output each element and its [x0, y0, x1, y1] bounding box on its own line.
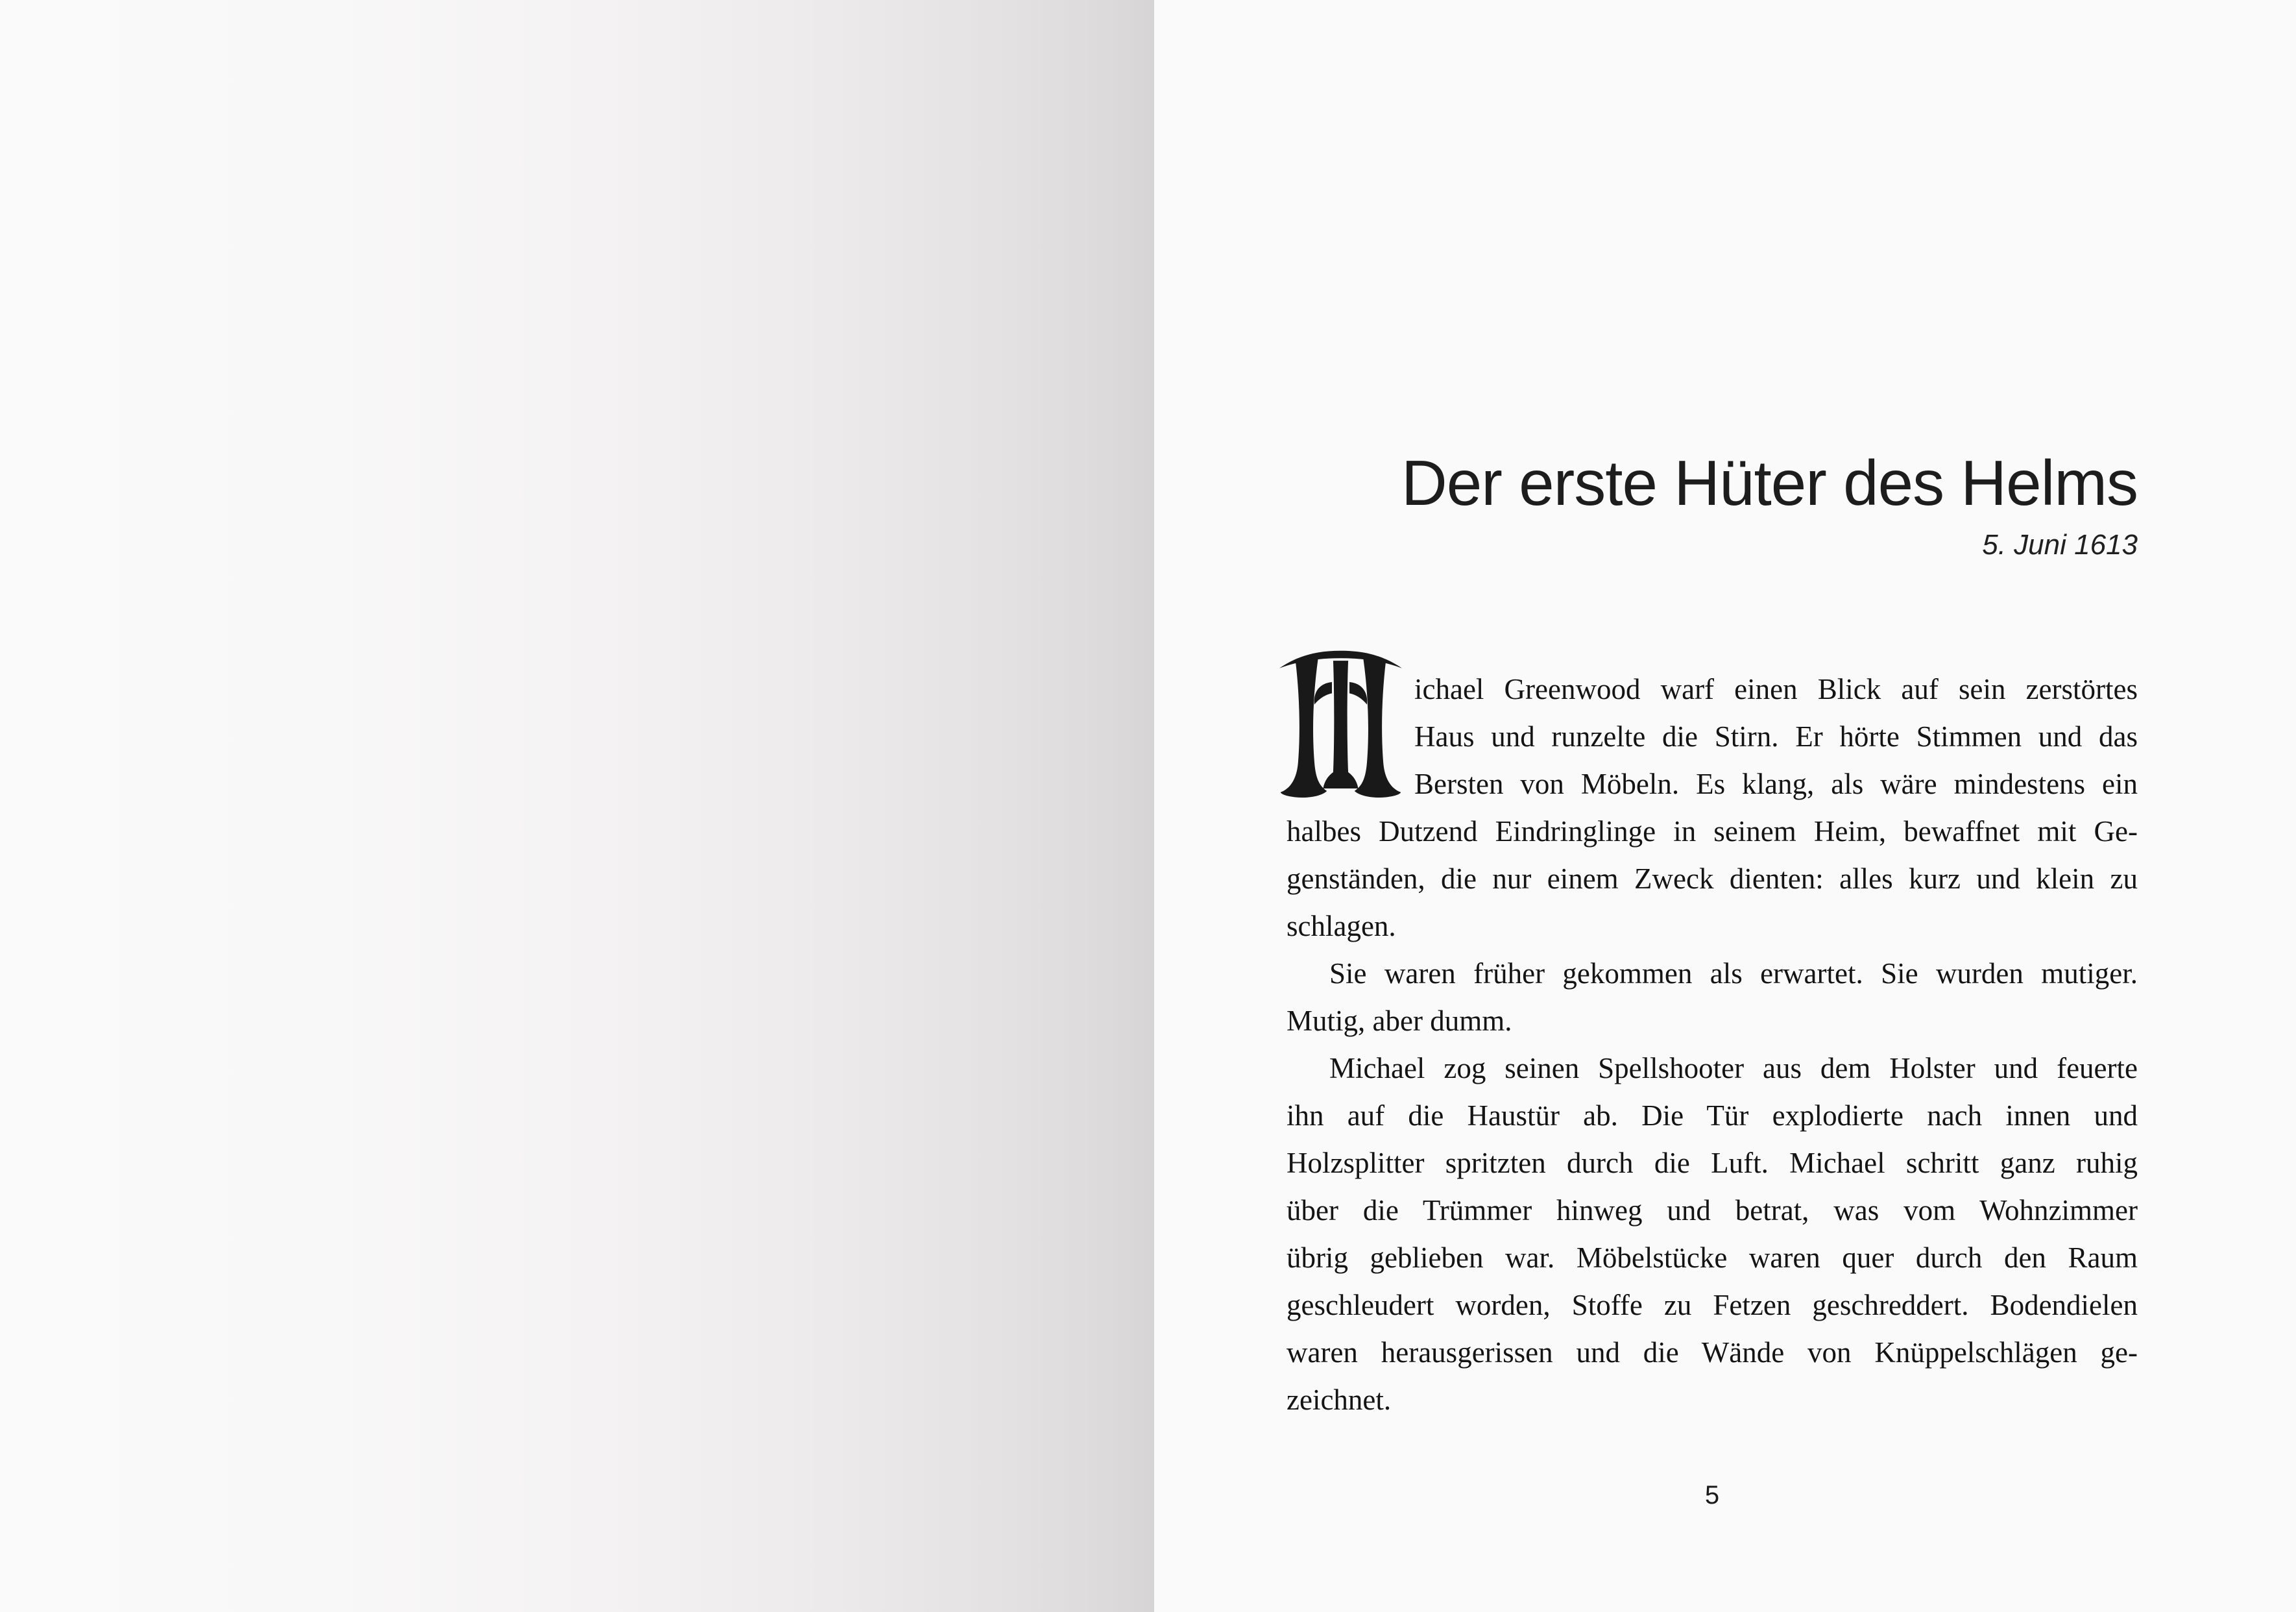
text-line: über die Trümmer hinweg und betrat, was vom Wohnzimmer: [1287, 1194, 2138, 1227]
text-line: schlagen.: [1287, 910, 1396, 942]
text-line: halbes Dutzend Eindringlinge in seinem Heim, bewaffnet mit Ge-: [1287, 815, 2138, 848]
text-line: ihn auf die Haustür ab. Die Tür explodierte nach innen und: [1287, 1099, 2138, 1132]
text-line: Mutig, aber dumm.: [1287, 1005, 1512, 1037]
right-page: [1154, 0, 2296, 1612]
chapter-body: [1287, 666, 2138, 1424]
text-line: Bersten von Möbeln. Es klang, als wäre mindestens ein: [1414, 768, 2138, 800]
text-line: Haus und runzelte die Stirn. Er hörte Stimmen und das: [1414, 720, 2138, 753]
chapter-title: Der erste Hüter des Helms: [1401, 447, 2138, 519]
text-line: Holzsplitter spritzten durch die Luft. Michael schritt ganz ruhig: [1287, 1147, 2138, 1179]
drop-cap-letter-m: [1278, 648, 1403, 805]
text-line: geschleudert worden, Stoffe zu Fetzen geschreddert. Bodendielen: [1287, 1289, 2138, 1321]
text-line: Sie waren früher gekommen als erwartet. Sie wurden mutiger.: [1329, 957, 2138, 990]
text-line: zeichnet.: [1287, 1384, 1392, 1416]
chapter-page: [1287, 0, 2138, 1612]
text-line: ichael Greenwood warf einen Blick auf sein zerstörtes: [1414, 673, 2138, 705]
text-line: Michael zog seinen Spellshooter aus dem Holster und feuerte: [1329, 1052, 2138, 1084]
text-line: übrig geblieben war. Möbelstücke waren quer durch den Raum: [1287, 1241, 2138, 1274]
chapter-date: 5. Juni 1613: [1982, 529, 2138, 561]
text-line: waren herausgerissen und die Wände von Knüppelschlägen ge-: [1287, 1336, 2138, 1369]
text-line: genständen, die nur einem Zweck dienten: alles kurz und klein zu: [1287, 862, 2138, 895]
page-number: 5: [1704, 1481, 1720, 1509]
